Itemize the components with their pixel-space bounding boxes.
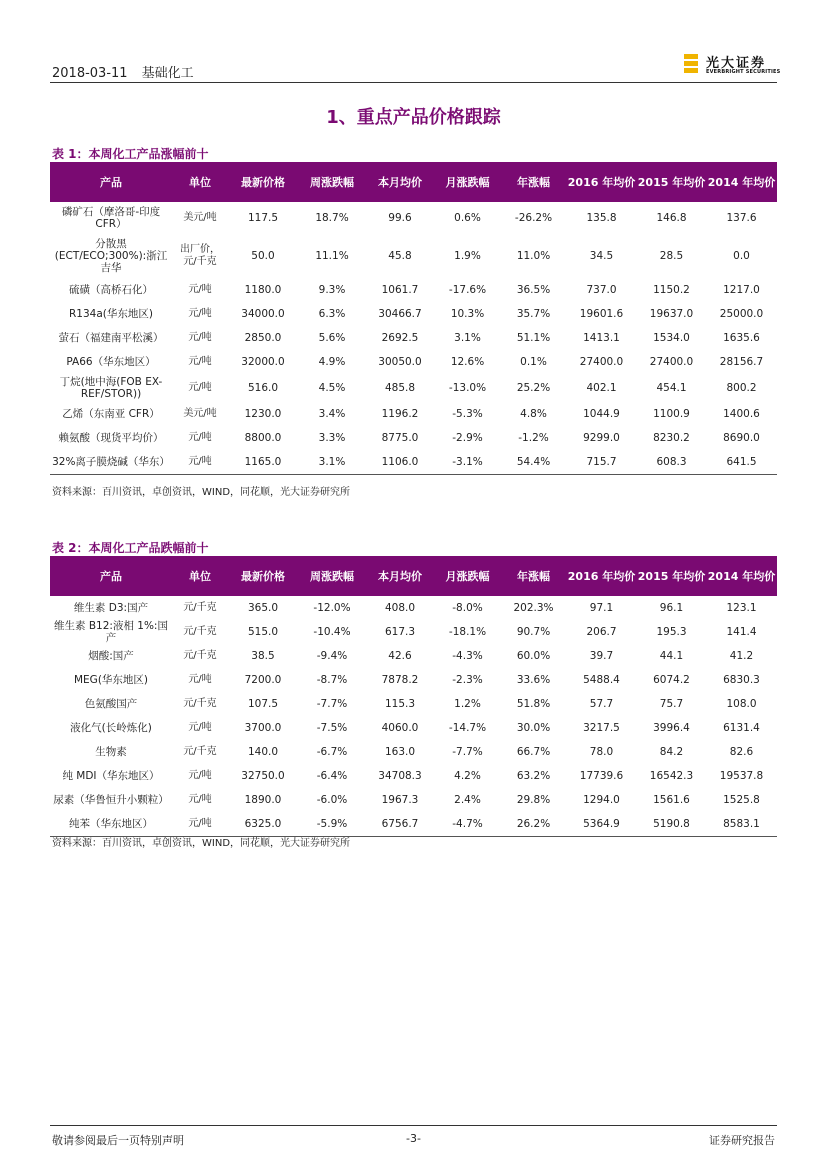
cell-latest: 117.5 <box>247 212 279 224</box>
report-date: 2018-03-11 <box>52 66 128 81</box>
cell-y2014: 108.0 <box>726 698 757 710</box>
cell-week: 4.9% <box>318 356 346 368</box>
table2-caption: 表 2：本周化工产品跌幅前十 <box>52 541 209 555</box>
cell-y2016: 1294.0 <box>583 794 620 806</box>
cell-year-chg: 54.4% <box>501 450 566 474</box>
cell-unit: 元/吨 <box>188 332 212 343</box>
cell-latest: 1180.0 <box>244 284 282 296</box>
cell-month-avg: 7878.2 <box>381 674 419 686</box>
cell-year-chg: 4.8% <box>520 408 547 420</box>
cell-y2014: 1525.8 <box>723 794 760 806</box>
cell-latest: 2850.0 <box>244 332 282 344</box>
cell-y2016: 715.7 <box>566 450 637 474</box>
cell-unit: 元/吨 <box>188 382 212 393</box>
cell-latest: 32750.0 <box>241 770 285 782</box>
table-row <box>50 716 777 740</box>
cell-y2015: 28.5 <box>659 250 684 262</box>
column-header: 月涨跌幅 <box>434 162 501 202</box>
table-row <box>50 450 777 474</box>
cell-month-chg: -17.6% <box>448 284 487 296</box>
page-header <box>52 62 194 81</box>
cell-week: 3.1% <box>298 450 366 474</box>
cell-y2016: 34.5 <box>589 250 614 262</box>
cell-year-chg: 202.3% <box>513 602 554 614</box>
cell-year-chg: 11.0% <box>516 250 551 262</box>
cell-y2014: 141.4 <box>726 626 757 638</box>
cell-latest: 50.0 <box>251 250 275 262</box>
cell-y2014: 25000.0 <box>719 308 764 320</box>
column-header: 年涨幅 <box>501 556 566 596</box>
cell-week: 3.3% <box>318 432 346 444</box>
cell-month-avg: 45.8 <box>388 250 412 262</box>
table-row <box>50 668 777 692</box>
cell-month-chg: -2.3% <box>452 674 483 686</box>
cell-year-chg: 33.6% <box>516 674 551 686</box>
cell-week: -9.4% <box>316 650 348 662</box>
cell-y2016: 19601.6 <box>579 308 624 320</box>
table-row <box>50 350 777 374</box>
cell-y2014: 137.6 <box>726 212 757 224</box>
cell-week: -10.4% <box>313 626 351 638</box>
table-row <box>50 202 777 234</box>
cell-week: -7.7% <box>316 698 348 710</box>
cell-name: 萤石（福建南平松溪） <box>58 332 164 344</box>
cell-y2016: 27400.0 <box>579 356 624 368</box>
cell-month-chg: -7.7% <box>452 746 483 758</box>
cell-y2015: 1534.0 <box>653 332 690 344</box>
cell-y2015: 8230.2 <box>653 432 690 444</box>
cell-month-avg: 42.6 <box>388 650 412 662</box>
cell-year-chg: 66.7% <box>516 746 551 758</box>
cell-y2016: 9299.0 <box>583 432 620 444</box>
cell-unit: 元/吨 <box>188 770 212 781</box>
column-header: 2014 年均价 <box>706 556 777 596</box>
cell-latest: 32000.0 <box>241 356 285 368</box>
cell-month-chg: -5.3% <box>452 408 483 420</box>
cell-unit: 出厂价，元/千克 <box>180 244 220 267</box>
header-divider <box>50 82 777 83</box>
logo-text-en: EVERBRIGHT SECURITIES <box>706 69 781 75</box>
table2 <box>50 556 777 837</box>
cell-month-avg: 1106.0 <box>366 450 434 474</box>
cell-y2015: 195.3 <box>656 626 687 638</box>
cell-month-avg: 99.6 <box>388 212 412 224</box>
cell-y2016: 1413.1 <box>583 332 620 344</box>
cell-latest: 6325.0 <box>228 812 298 836</box>
cell-y2015: 146.8 <box>656 212 687 224</box>
cell-month-chg: -14.7% <box>448 722 487 734</box>
cell-y2015: 44.1 <box>659 650 684 662</box>
cell-latest: 38.5 <box>251 650 275 662</box>
table-row <box>50 764 777 788</box>
cell-y2015: 5190.8 <box>637 812 706 836</box>
cell-y2015: 1150.2 <box>653 284 690 296</box>
cell-y2014: 6131.4 <box>723 722 760 734</box>
cell-year-chg: 63.2% <box>516 770 551 782</box>
cell-month-chg: 1.2% <box>454 698 481 710</box>
cell-name: MEG(华东地区) <box>73 674 149 686</box>
cell-y2014: 1400.6 <box>723 408 760 420</box>
cell-latest: 1890.0 <box>244 794 282 806</box>
cell-unit: 元/吨 <box>188 356 212 367</box>
section-title: 1、重点产品价格跟踪 <box>326 107 501 128</box>
cell-name: 维生素 D3:国产 <box>73 602 149 614</box>
cell-year-chg: 51.8% <box>516 698 551 710</box>
cell-month-avg: 34708.3 <box>378 770 422 782</box>
cell-month-chg: 2.4% <box>454 794 481 806</box>
cell-y2016: 3217.5 <box>583 722 620 734</box>
cell-month-chg: -4.3% <box>452 650 483 662</box>
cell-week: 9.3% <box>318 284 346 296</box>
table-row <box>50 278 777 302</box>
cell-month-avg: 30466.7 <box>378 308 422 320</box>
table-row <box>50 620 777 644</box>
table-row <box>50 740 777 764</box>
cell-unit: 元/千克 <box>183 626 217 637</box>
cell-unit: 元/吨 <box>188 674 212 685</box>
cell-latest: 8800.0 <box>244 432 282 444</box>
cell-y2015: 1561.6 <box>653 794 690 806</box>
cell-y2016: 39.7 <box>589 650 614 662</box>
footer-disclaimer: 敬请参阅最后一页特别声明 <box>52 1134 184 1147</box>
cell-y2014: 8690.0 <box>723 432 760 444</box>
cell-y2015: 75.7 <box>659 698 684 710</box>
cell-week: -7.5% <box>316 722 348 734</box>
column-header: 单位 <box>172 556 228 596</box>
cell-month-avg: 4060.0 <box>381 722 419 734</box>
cell-month-chg: 1.9% <box>454 250 481 262</box>
footer-divider <box>50 1125 777 1126</box>
cell-unit: 元/吨 <box>188 432 212 443</box>
cell-name: 磷矿石（摩洛哥-印度 CFR） <box>61 206 161 230</box>
cell-week: 5.6% <box>318 332 346 344</box>
cell-y2015: 27400.0 <box>649 356 694 368</box>
cell-unit: 元/千克 <box>183 698 217 709</box>
cell-week: 4.5% <box>318 382 346 394</box>
logo-text-cn: 光大证券 <box>706 56 767 71</box>
column-header: 单位 <box>172 162 228 202</box>
cell-name: 维生素 B12:液相 1%:国产 <box>54 620 168 644</box>
cell-year-chg: 25.2% <box>516 382 551 394</box>
column-header: 月涨跌幅 <box>434 556 501 596</box>
cell-month-avg: 115.3 <box>384 698 416 710</box>
cell-y2014: 28156.7 <box>719 356 764 368</box>
cell-month-chg: -13.0% <box>448 382 487 394</box>
cell-month-avg: 1196.2 <box>381 408 419 420</box>
cell-name: 乙烯（东南亚 CFR） <box>62 408 160 420</box>
cell-y2015: 16542.3 <box>649 770 694 782</box>
cell-week: -5.9% <box>298 812 366 836</box>
cell-name: 32%离子膜烧碱（华东） <box>50 450 172 474</box>
cell-month-avg: 2692.5 <box>381 332 419 344</box>
column-header: 2016 年均价 <box>566 162 637 202</box>
cell-year-chg: 90.7% <box>516 626 551 638</box>
table1-caption: 表 1：本周化工产品涨幅前十 <box>52 147 209 161</box>
cell-name: 硫磺（高桥石化） <box>69 284 153 296</box>
cell-year-chg: -1.2% <box>518 432 549 444</box>
cell-y2014: 641.5 <box>706 450 777 474</box>
cell-month-chg: 4.2% <box>454 770 481 782</box>
cell-week: 6.3% <box>318 308 346 320</box>
cell-week: -6.4% <box>316 770 348 782</box>
cell-y2014: 8583.1 <box>706 812 777 836</box>
column-header: 年涨幅 <box>501 162 566 202</box>
table-row <box>50 596 777 620</box>
cell-month-avg: 30050.0 <box>378 356 422 368</box>
table2-source: 资料来源：百川资讯，卓创资讯，WIND，同花顺，光大证券研究所 <box>52 838 351 849</box>
cell-year-chg: 30.0% <box>516 722 551 734</box>
table-row <box>50 374 777 402</box>
cell-y2014: 6830.3 <box>723 674 760 686</box>
cell-name: PA66（华东地区） <box>66 356 156 368</box>
cell-name: 烟酸:国产 <box>88 650 134 662</box>
table-row <box>50 644 777 668</box>
cell-month-avg: 617.3 <box>384 626 416 638</box>
cell-latest: 7200.0 <box>244 674 282 686</box>
column-header: 周涨跌幅 <box>298 162 366 202</box>
cell-month-avg: 8775.0 <box>381 432 419 444</box>
cell-y2016: 135.8 <box>586 212 617 224</box>
cell-y2015: 454.1 <box>656 382 687 394</box>
table-row <box>50 812 777 836</box>
cell-y2014: 800.2 <box>726 382 757 394</box>
cell-unit: 元/吨 <box>188 794 212 805</box>
column-header: 本月均价 <box>366 556 434 596</box>
cell-y2016: 17739.6 <box>579 770 624 782</box>
report-sector: 基础化工 <box>141 66 194 81</box>
cell-unit: 元/吨 <box>188 722 212 733</box>
column-header: 最新价格 <box>228 556 298 596</box>
cell-unit: 元/千克 <box>183 746 217 757</box>
table-row <box>50 426 777 450</box>
cell-week: 3.4% <box>318 408 346 420</box>
cell-name: R134a(华东地区) <box>69 308 153 320</box>
cell-y2015: 3996.4 <box>653 722 690 734</box>
cell-y2016: 402.1 <box>586 382 617 394</box>
cell-year-chg: 60.0% <box>516 650 551 662</box>
table-row <box>50 692 777 716</box>
cell-latest: 1165.0 <box>228 450 298 474</box>
cell-y2014: 82.6 <box>729 746 754 758</box>
cell-latest: 515.0 <box>247 626 279 638</box>
cell-month-avg: 6756.7 <box>366 812 434 836</box>
cell-year-chg: 26.2% <box>501 812 566 836</box>
table1 <box>50 162 777 475</box>
cell-latest: 140.0 <box>247 746 279 758</box>
cell-latest: 3700.0 <box>244 722 282 734</box>
cell-year-chg: 29.8% <box>516 794 551 806</box>
cell-week: -12.0% <box>313 602 351 614</box>
cell-y2016: 206.7 <box>586 626 617 638</box>
cell-week: 11.1% <box>315 250 349 262</box>
cell-month-chg: -3.1% <box>434 450 501 474</box>
table-row <box>50 234 777 278</box>
table-row <box>50 326 777 350</box>
cell-month-avg: 408.0 <box>384 602 416 614</box>
cell-month-chg: -4.7% <box>434 812 501 836</box>
cell-month-chg: 10.3% <box>450 308 485 320</box>
cell-y2015: 1100.9 <box>653 408 690 420</box>
cell-unit: 元/吨 <box>188 308 212 319</box>
cell-y2015: 19637.0 <box>649 308 694 320</box>
cell-year-chg: 0.1% <box>520 356 547 368</box>
column-header: 2014 年均价 <box>706 162 777 202</box>
cell-month-chg: 0.6% <box>454 212 481 224</box>
cell-name: 丁烷(地中海(FOB EX-REF/STOR)) <box>59 376 163 400</box>
cell-month-avg: 1967.3 <box>381 794 419 806</box>
cell-year-chg: -26.2% <box>514 212 553 224</box>
cell-unit: 元/千克 <box>183 650 217 661</box>
cell-y2014: 41.2 <box>729 650 754 662</box>
cell-y2016: 5364.9 <box>566 812 637 836</box>
table1-source: 资料来源：百川资讯，卓创资讯，WIND，同花顺，光大证券研究所 <box>52 487 351 498</box>
cell-week: -8.7% <box>316 674 348 686</box>
cell-y2014: 123.1 <box>726 602 757 614</box>
cell-month-avg: 485.8 <box>384 382 416 394</box>
footer-report-type: 证券研究报告 <box>709 1134 775 1147</box>
cell-month-chg: 12.6% <box>450 356 485 368</box>
table-row <box>50 402 777 426</box>
cell-month-avg: 163.0 <box>384 746 416 758</box>
cell-month-chg: 3.1% <box>454 332 481 344</box>
cell-week: 18.7% <box>315 212 349 224</box>
cell-month-avg: 1061.7 <box>381 284 419 296</box>
cell-name: 液化气(长岭炼化) <box>70 722 152 734</box>
column-header: 2016 年均价 <box>566 556 637 596</box>
cell-y2015: 6074.2 <box>653 674 690 686</box>
cell-name: 纯 MDI（华东地区） <box>62 770 160 782</box>
logo-mark-icon <box>684 54 698 74</box>
cell-y2016: 737.0 <box>586 284 617 296</box>
cell-latest: 1230.0 <box>244 408 282 420</box>
cell-y2015: 84.2 <box>659 746 684 758</box>
cell-name: 赖氨酸（现货平均价） <box>58 432 164 444</box>
cell-latest: 34000.0 <box>241 308 285 320</box>
column-header: 产品 <box>50 162 172 202</box>
cell-y2015: 96.1 <box>659 602 684 614</box>
cell-y2014: 19537.8 <box>719 770 764 782</box>
cell-y2016: 57.7 <box>589 698 614 710</box>
cell-y2016: 78.0 <box>589 746 614 758</box>
cell-latest: 107.5 <box>247 698 279 710</box>
cell-unit: 元/吨 <box>172 812 228 836</box>
cell-y2014: 0.0 <box>733 250 750 262</box>
cell-unit: 美元/吨 <box>183 212 217 223</box>
column-header: 本月均价 <box>366 162 434 202</box>
cell-month-chg: -2.9% <box>452 432 483 444</box>
cell-unit: 元/吨 <box>188 284 212 295</box>
cell-y2014: 1217.0 <box>723 284 760 296</box>
cell-name: 分散黑(ECT/ECO;300%):浙江吉华 <box>54 238 168 274</box>
cell-latest: 516.0 <box>247 382 279 394</box>
cell-name: 纯苯（华东地区） <box>50 812 172 836</box>
cell-y2016: 97.1 <box>589 602 614 614</box>
table-row <box>50 788 777 812</box>
cell-y2015: 608.3 <box>637 450 706 474</box>
cell-year-chg: 51.1% <box>516 332 551 344</box>
cell-name: 尿素（华鲁恒升小颗粒） <box>53 794 169 806</box>
cell-month-chg: -18.1% <box>448 626 487 638</box>
column-header: 2015 年均价 <box>637 162 706 202</box>
table-row <box>50 302 777 326</box>
column-header: 周涨跌幅 <box>298 556 366 596</box>
page-number: -3- <box>406 1132 421 1145</box>
column-header: 产品 <box>50 556 172 596</box>
cell-unit: 元/吨 <box>172 450 228 474</box>
cell-name: 生物素 <box>95 746 127 758</box>
cell-y2016: 5488.4 <box>583 674 620 686</box>
cell-week: -6.7% <box>316 746 348 758</box>
cell-name: 色氨酸国产 <box>84 698 138 710</box>
cell-year-chg: 35.7% <box>516 308 551 320</box>
cell-y2014: 1635.6 <box>723 332 760 344</box>
cell-unit: 元/千克 <box>183 602 217 613</box>
cell-year-chg: 36.5% <box>516 284 551 296</box>
everbright-logo <box>684 52 781 78</box>
cell-month-chg: -8.0% <box>452 602 483 614</box>
cell-y2016: 1044.9 <box>583 408 620 420</box>
cell-unit: 美元/吨 <box>183 408 217 419</box>
cell-latest: 365.0 <box>247 602 279 614</box>
cell-week: -6.0% <box>316 794 348 806</box>
column-header: 最新价格 <box>228 162 298 202</box>
column-header: 2015 年均价 <box>637 556 706 596</box>
